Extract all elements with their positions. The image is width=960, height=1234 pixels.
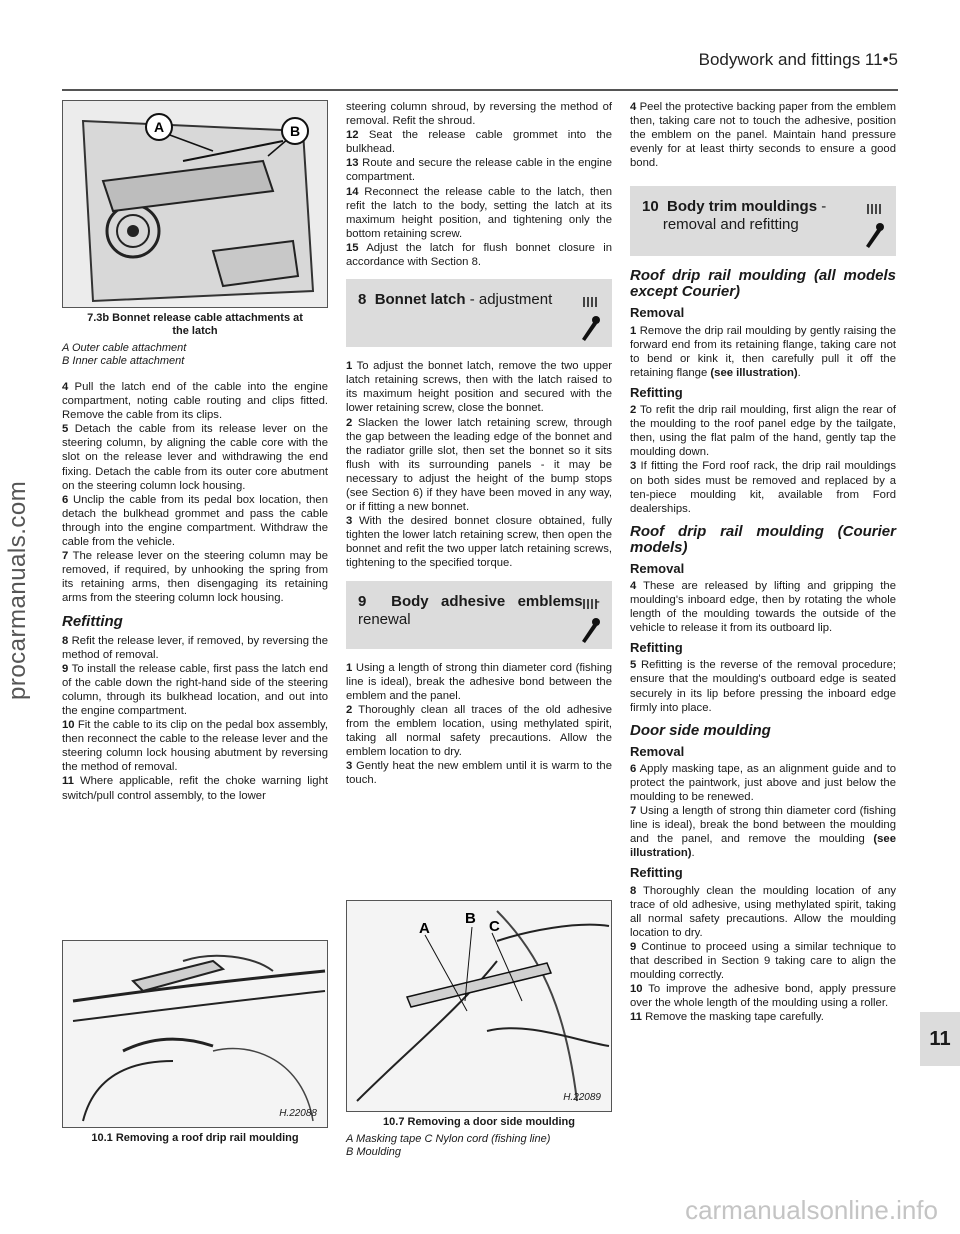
paragraph: 12 Seat the release cable grommet into the bulkhead. [346,129,612,156]
figure-door-side-moulding [346,900,612,1159]
paragraph: 8 Thoroughly clean the moulding location of any trace of old adhesive, using methylated spirit, taking all normal safety precautions. Allow the moulding location to dry. [630,884,897,939]
figure-legend [62,342,328,368]
section-8-heading: 8 Bonnet latch - adjustment [346,279,612,347]
legend-line-1: A Masking tape C Nylon cord (fishing line) [346,1133,551,1145]
paragraph: 5 Refitting is the reverse of the removal procedure; ensure that the moulding's outboard edge is seated securely in its lip before pressing the inboard edge firmly into place. [630,659,897,714]
paragraph: 1 Using a length of strong thin diameter cord (fishing line is ideal), break the adhesive bond between the emblem and the panel. [346,661,613,702]
paragraph: 4 Peel the protective backing paper from the emblem then, taking care not to touch the adhesive, position the emblem on the panel. Maintain hand pressure evenly for at least thirty seconds to ensure a good bond. [630,101,896,170]
paragraph: 7 Using a length of strong thin diameter cord (fishing line is ideal), break the bond between the moulding and the panel, and remove the moulding (see illustration). [630,805,897,860]
chapter-tab: 11 [920,1012,960,1066]
page-header-title: Bodywork and fittings 11•5 [698,50,898,69]
legend-line-2: B Moulding [346,1146,402,1158]
figure-roof-drip-rail [62,940,328,1145]
section-9-heading: 9 Body adhesive emblems - renewal [346,581,612,649]
paragraph: 2 Slacken the lower latch retaining screw, through the gap between the leading edge of the bonnet and the radiator grille slot, then set the bonnet so it sits flush with its surrounding panels - it may be necessary to adjust the height of the bump stops (see Section 6) if they have been moved in any way, or if fitting a new bonnet. [346,416,613,514]
paragraph: 14 Reconnect the release cable to the latch, then refit the latch to the body, setting the latch at its maximum height position, and tightening only the bottom retaining screw. [346,185,613,240]
paragraph: 13 Route and secure the release cable in the engine compartment. [346,157,612,184]
legend-a: A Outer cable attachment [62,342,187,354]
paragraph: 11 Where applicable, refit the choke warning light switch/pull control assembly, to the lower [62,775,329,802]
paragraph: 6 Unclip the cable from its pedal box location, then detach the bulkhead grommet and pass the cable through into the engine compartment. Withdraw the cable from the vehicle. [62,493,329,549]
callout-b: B [289,123,301,139]
latch-illustration [63,101,327,307]
caption-line-2: the latch [172,325,218,337]
paragraph: 10 Fit the cable to its clip on the pedal box assembly, then reconnect the cable to the release lever and the steering column lock housing abutment by reversing the method of removal. [62,719,328,774]
figure-caption [62,312,328,338]
paragraph: 1 Remove the drip rail moulding by gently raising the forward end from its retaining flange, taking care not to bend or kink it, then carefully pull it off the retaining flange (see illustration). [630,324,897,379]
figure-caption: 10.1 Removing a roof drip rail moulding [91,1132,299,1144]
removal-heading: Removal [630,305,685,321]
paragraph: 2 To refit the drip rail moulding, first align the rear of the moulding to the roof panel edge by the tailgate, then, using the flat palm of the hand, gently tap the moulding down. [630,404,896,459]
difficulty-wrench-icon [578,293,600,343]
figure-bonnet-latch [62,100,328,308]
figure-code: H.22089 [563,1092,601,1103]
refitting-heading: Refitting [62,612,123,630]
paragraph: 15 Adjust the latch for flush bonnet closure in accordance with Section 8. [346,241,613,269]
column-2 [346,100,612,787]
side-watermark: procarmanuals.com [4,480,31,700]
paragraph: 1 To adjust the bonnet latch, remove the two upper latch retaining screws, then with the latch raised to its maximum height position and secured with the lower retaining screw, close the bonnet. [346,360,612,415]
paragraph: 9 To install the release cable, first pass the latch end of the cable down the right-hand side of the steering column, through its bulkhead location, and out into the engine compartment. [62,662,329,717]
refitting-heading: Refitting [630,384,683,400]
removal-heading: Removal [630,743,685,759]
paragraph: 3 If fitting the Ford roof rack, the drip rail mouldings on both sides must be removed and replaced by a ten-piece moulding kit, available from Ford dealerships. [630,460,896,515]
paragraph: 3 With the desired bonnet closure obtained, fully tighten the lower latch retaining screw, then open the bonnet and refit the two upper latch retaining screws, tightening to the specified torque. [346,515,612,570]
paragraph: 4 Pull the latch end of the cable into the engine compartment, noting cable routing and clips fitted. Remove the cable from its clips. [62,381,328,422]
paragraph: 10 To improve the adhesive bond, apply pressure over the whole length of the moulding using a roller. [630,983,896,1010]
column-3 [630,100,896,1025]
paragraph: 4 These are released by lifting and gripping the moulding's inboard edge, then by rotating the whole length of the moulding towards the outside of the vehicle to release it from its outboard lip. [630,579,896,635]
roof-illustration [63,941,327,1127]
difficulty-wrench-icon [862,200,884,250]
legend-b: B Inner cable attachment [62,355,185,367]
refitting-heading: Refitting [630,640,683,656]
paragraph: 6 Apply masking tape, as an alignment guide and to protect the paintwork, just above and just below the moulding to be renewed. [630,762,897,803]
paragraph: 2 Thoroughly clean all traces of the old adhesive from the emblem location, using methylated spirit, taking all normal safety precautions. Allow the emblem location to dry. [346,703,613,759]
paragraph: 11 Remove the masking tape carefully. [630,1011,824,1024]
refitting-heading: Refitting [630,865,683,881]
door-illustration [347,901,611,1111]
paragraph: 3 Gently heat the new emblem until it is warm to the touch. [346,760,612,787]
header-rule [62,89,898,91]
paragraph: 7 The release lever on the steering column may be removed, if required, by unhooking the spring from its retaining arms, then disengaging its retaining arms from the steering column lock housing. [62,550,329,605]
figure-code: H.22088 [279,1108,317,1119]
section-10-heading: 10 Body trim mouldings - removal and refitting [630,186,896,256]
callout-c: C [489,918,500,935]
subheading-door-side: Door side moulding [630,721,771,739]
callout-b: B [465,910,476,927]
callout-a: A [153,119,165,135]
column-1 [62,100,328,803]
subheading-roof-drip-rail: Roof drip rail moulding (all models except Courier) [630,267,896,301]
figure-legend [346,1133,612,1159]
bottom-watermark: carmanualsonline.info [685,1195,938,1225]
figure-caption: 10.7 Removing a door side moulding [383,1116,575,1128]
difficulty-wrench-icon [578,595,600,645]
removal-heading: Removal [630,560,685,576]
paragraph: 9 Continue to proceed using a similar technique to that described in Section 9 taking care to align the moulding correctly. [630,940,897,982]
paragraph: 5 Detach the cable from its release lever on the steering column, by aligning the cable core with the slot on the release lever and withdrawing the end fixing. Detach the cable from its outer core abutment on the steering column lock housing. [62,423,328,492]
paragraph: 8 Refit the release lever, if removed, by reversing the method of removal. [62,634,328,661]
paragraph: steering column shroud, by reversing the method of removal. Refit the shroud. [346,101,612,128]
callout-a: A [419,920,430,937]
subheading-courier: Roof drip rail moulding (Courier models) [630,522,896,556]
caption-line-1: 7.3b Bonnet release cable attachments at [87,312,303,324]
